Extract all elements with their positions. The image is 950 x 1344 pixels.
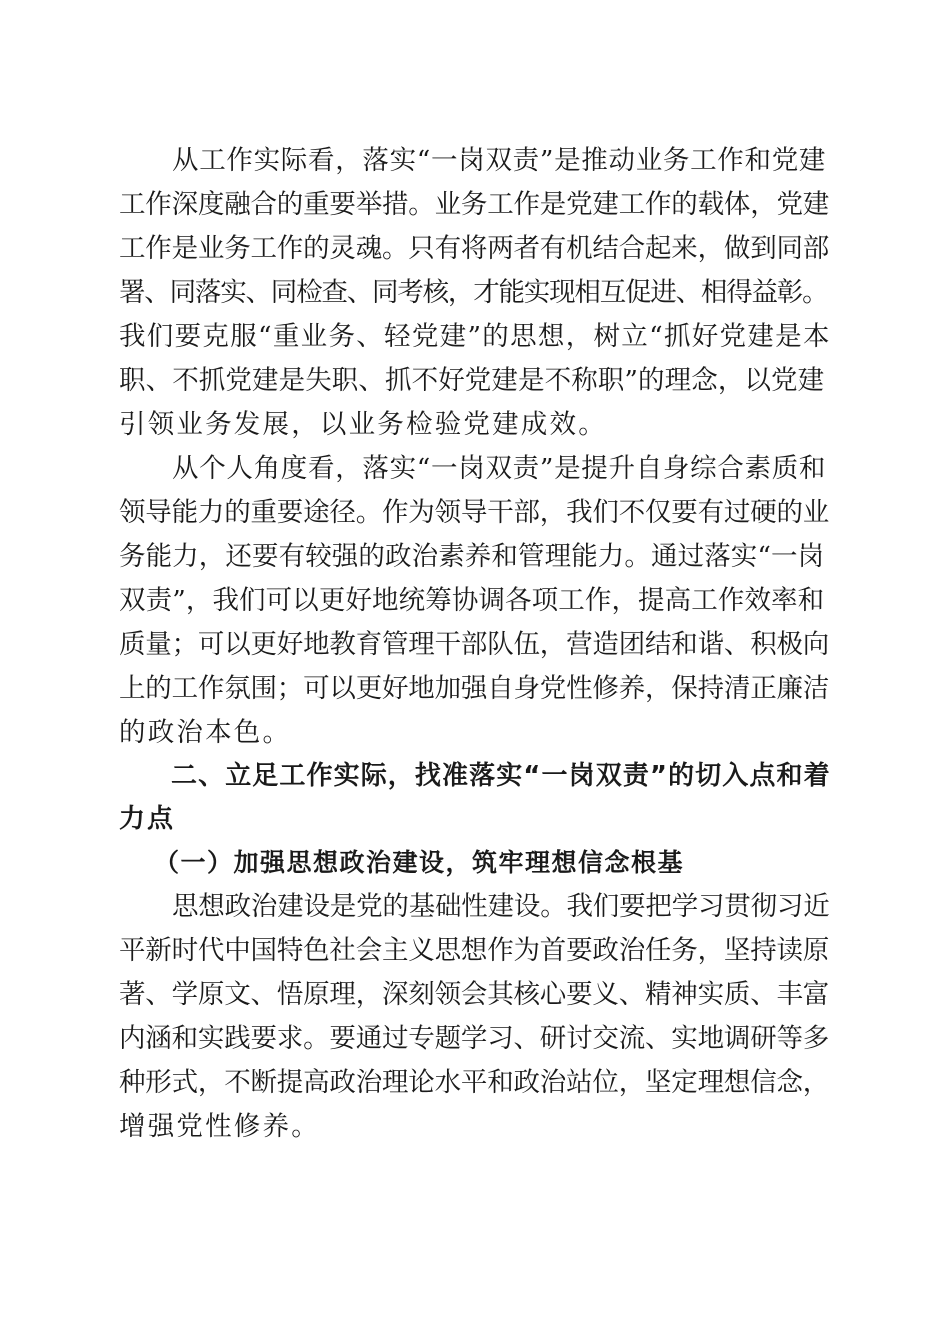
paragraph-work-practice: [119, 139, 831, 447]
text-line: 思想政治建设是党的基础性建设。我们要把学习贯彻习近: [172, 891, 830, 922]
paragraph-ideological-building: [119, 885, 831, 1149]
text-line: 上的工作氛围；可以更好地加强自身党性修养，保持清正廉洁: [119, 673, 830, 704]
heading-line: 二、立足工作实际，找准落实“一岗双责”的切入点和着: [171, 761, 831, 791]
subheading-line: （一）加强思想政治建设，筑牢理想信念根基: [154, 848, 685, 877]
text-line: 内涵和实践要求。要通过专题学习、研讨交流、实地调研等多: [119, 1023, 830, 1054]
text-line: 双责”，我们可以更好地统筹协调各项工作，提高工作效率和: [119, 585, 825, 616]
document-body: [119, 139, 831, 1149]
text-line: 从工作实际看，落实“一岗双责”是推动业务工作和党建: [172, 145, 827, 176]
text-line: 著、学原文、悟原理，深刻领会其核心要义、精神实质、丰富: [119, 979, 830, 1010]
text-line: 务能力，还要有较强的政治素养和管理能力。通过落实“一岗: [119, 541, 825, 572]
text-line: 质量；可以更好地教育管理干部队伍，营造团结和谐、积极向: [119, 629, 830, 660]
text-line: 职、不抓党建是失职、抓不好党建是不称职”的理念，以党建: [119, 365, 825, 396]
text-line: 我们要克服“重业务、轻党建”的思想，树立“抓好党建是本: [119, 321, 831, 352]
section-heading: [119, 755, 831, 841]
paragraph-personal-perspective: [119, 447, 831, 755]
text-line: 从个人角度看，落实“一岗双责”是提升自身综合素质和: [172, 453, 827, 484]
text-line: 的政治本色。: [119, 717, 292, 748]
text-line: 工作深度融合的重要举措。业务工作是党建工作的载体，党建: [119, 189, 830, 220]
text-line: 引领业务发展，以业务检验党建成效。: [119, 409, 607, 440]
text-line: 平新时代中国特色社会主义思想作为首要政治任务，坚持读原: [119, 935, 830, 966]
text-line: 增强党性修养。: [119, 1111, 320, 1142]
heading-line: 力点: [119, 804, 176, 834]
text-line: 领导能力的重要途径。作为领导干部，我们不仅要有过硬的业: [119, 497, 830, 528]
text-line: 种形式，不断提高政治理论水平和政治站位，坚定理想信念，: [119, 1067, 830, 1098]
text-line: 工作是业务工作的灵魂。只有将两者有机结合起来，做到同部: [119, 233, 830, 264]
subsection-heading: [119, 841, 831, 885]
text-line: 署、同落实、同检查、同考核，才能实现相互促进、相得益彰。: [119, 277, 828, 308]
